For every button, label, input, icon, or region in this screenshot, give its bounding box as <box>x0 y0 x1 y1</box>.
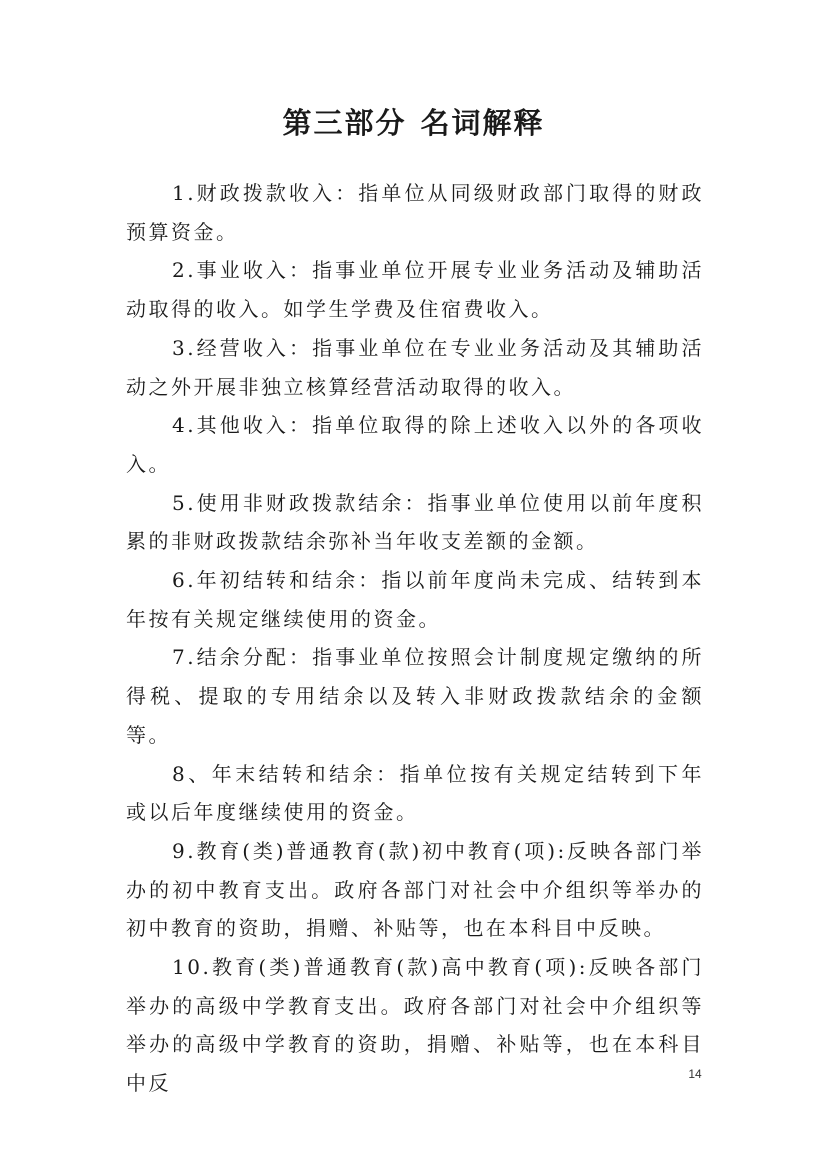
page-number: 14 <box>688 1067 702 1081</box>
paragraph-6: 6.年初结转和结余：指以前年度尚未完成、结转到本年按有关规定继续使用的资金。 <box>126 568 704 631</box>
paragraph-8: 8、年末结转和结余：指单位按有关规定结转到下年或以后年度继续使用的资金。 <box>126 761 704 825</box>
paragraph-10: 10.教育(类)普通教育(款)高中教育(项):反映各部门举办的高级中学教育支出。政府各部门对社会中介组织等举办的高级中学教育的资助，捐赠、补贴等，也在本科目中反 <box>126 955 704 1096</box>
title-part: 第三部分 <box>282 106 407 140</box>
title-name: 名词解释 <box>420 106 545 140</box>
paragraph-4: 4.其他收入：指单位取得的除上述收入以外的各项收入。 <box>126 413 704 476</box>
paragraph-5: 5.使用非财政拨款结余：指事业单位使用以前年度积累的非财政拨款结余弥补当年收支差额的金额。 <box>126 490 704 554</box>
paragraph-3: 3.经营收入：指事业单位在专业业务活动及其辅助活动之外开展非独立核算经营活动取得的收入。 <box>126 335 704 399</box>
page-title <box>0 103 827 143</box>
paragraph-2: 2.事业收入：指事业单位开展专业业务活动及辅助活动取得的收入。如学生学费及住宿费收入。 <box>126 258 704 322</box>
paragraph-9: 9.教育(类)普通教育(款)初中教育(项):反映各部门举办的初中教育支出。政府各部门对社会中介组织等举办的初中教育的资助，捐赠、补贴等，也在本科目中反映。 <box>126 838 704 941</box>
paragraph-1: 1.财政拨款收入：指单位从同级财政部门取得的财政预算资金。 <box>126 181 704 244</box>
paragraph-7: 7.结余分配：指事业单位按照会计制度规定缴纳的所得税、提取的专用结余以及转入非财政拨款结余的金额等。 <box>126 645 704 747</box>
document-body <box>126 174 704 1103</box>
